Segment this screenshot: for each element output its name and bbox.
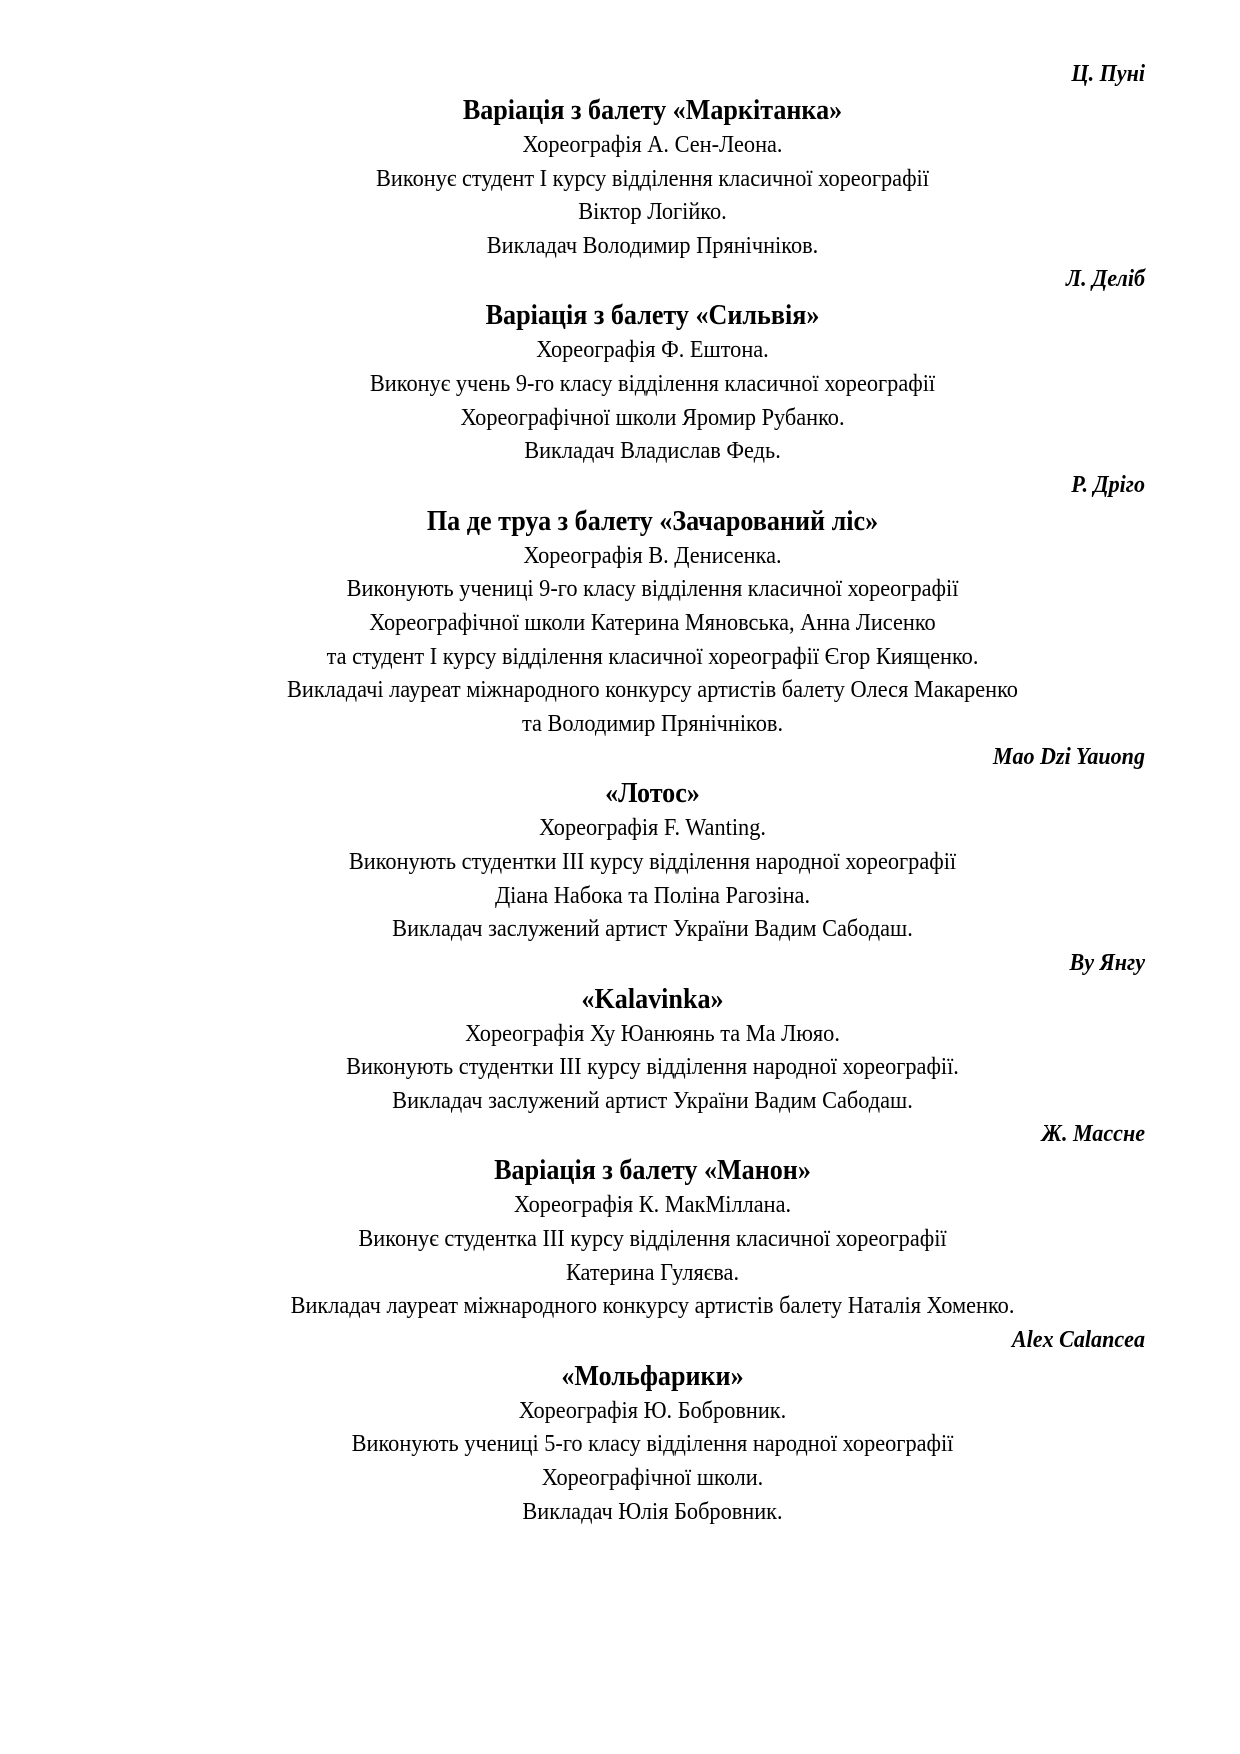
composer-name: Л. Деліб bbox=[1065, 266, 1145, 293]
piece-title: «Лотос» bbox=[605, 777, 700, 810]
performer-line: та студент І курсу відділення класичної хореографії Єгор Киященко. bbox=[326, 643, 979, 670]
choreography-line: Хореографія Ху Юанюянь та Ма Люяо. bbox=[465, 1020, 840, 1047]
performer-line: Виконує учень 9-го класу відділення класичної хореографії bbox=[369, 370, 936, 397]
program-item-manon bbox=[160, 1118, 1145, 1323]
composer-name: Ж. Массне bbox=[1041, 1121, 1145, 1148]
performer-line: Виконує студентка ІІІ курсу відділення класичної хореографії bbox=[358, 1226, 947, 1253]
performer-line: Хореографічної школи. bbox=[541, 1465, 764, 1492]
choreography-line: Хореографія F. Wanting. bbox=[539, 815, 766, 842]
teacher-line: та Володимир Прянічніков. bbox=[521, 710, 784, 737]
program-item-lotus bbox=[160, 741, 1145, 946]
piece-title: Па де труа з балету «Зачарований ліс» bbox=[426, 504, 879, 537]
performer-line: Виконують учениці 5-го класу відділення народної хореографії bbox=[351, 1431, 954, 1458]
piece-title: «Kalavinka» bbox=[581, 982, 724, 1015]
program-list bbox=[160, 58, 1145, 1529]
performer-line: Хореографічної школи Катерина Мяновська, Анна Лисенко bbox=[369, 609, 936, 636]
piece-title: Варіація з балету «Сильвія» bbox=[485, 299, 820, 332]
teacher-line: Викладач Владислав Федь. bbox=[524, 438, 781, 465]
choreography-line: Хореографія Ф. Ештона. bbox=[536, 337, 769, 364]
choreography-line: Хореографія Ю. Бобровник. bbox=[518, 1397, 787, 1424]
teacher-line: Викладач заслужений артист України Вадим Сабодаш. bbox=[392, 1087, 913, 1114]
performer-line: Виконують студентки ІІІ курсу відділення народної хореографії bbox=[348, 848, 957, 875]
teacher-line: Викладач заслужений артист України Вадим Сабодаш. bbox=[392, 916, 913, 943]
teacher-line: Викладач Володимир Прянічніков. bbox=[486, 232, 819, 259]
choreography-line: Хореографія А. Сен-Леона. bbox=[522, 132, 783, 158]
performer-line: Хореографічної школи Яромир Рубанко. bbox=[460, 404, 845, 431]
performer-line: Віктор Логійко. bbox=[578, 199, 727, 226]
composer-name: Ц. Пуні bbox=[1071, 61, 1145, 87]
program-item-marketanka bbox=[160, 58, 1145, 263]
composer-name: Mao Dzi Yauong bbox=[992, 744, 1145, 771]
program-item-kalavinka bbox=[160, 947, 1145, 1119]
choreography-line: Хореографія В. Денисенка. bbox=[523, 542, 782, 569]
program-item-enchanted-forest bbox=[160, 469, 1145, 742]
teacher-line: Викладачі лауреат міжнародного конкурсу артистів балету Олеся Макаренко bbox=[287, 677, 1018, 704]
composer-name: Alex Calancea bbox=[1011, 1326, 1145, 1353]
piece-title: Варіація з балету «Маркітанка» bbox=[462, 94, 843, 126]
program-item-sylvia bbox=[160, 263, 1145, 468]
choreography-line: Хореографія К. МакМіллана. bbox=[513, 1192, 792, 1219]
performer-line: Виконує студент І курсу відділення класичної хореографії bbox=[376, 165, 929, 192]
performer-line: Виконують учениці 9-го класу відділення класичної хореографії bbox=[346, 576, 959, 603]
performer-line: Катерина Гуляєва. bbox=[565, 1259, 740, 1286]
composer-name: Р. Дріго bbox=[1071, 471, 1145, 498]
teacher-line: Викладач Юлія Бобровник. bbox=[522, 1498, 783, 1525]
piece-title: «Мольфарики» bbox=[561, 1359, 744, 1392]
composer-name: Ву Янгу bbox=[1069, 949, 1145, 976]
program-item-molfaryky bbox=[160, 1324, 1145, 1529]
piece-title: Варіація з балету «Манон» bbox=[494, 1154, 811, 1187]
teacher-line: Викладач лауреат міжнародного конкурсу артистів балету Наталія Хоменко. bbox=[290, 1293, 1015, 1320]
performer-line: Виконують студентки ІІІ курсу відділення народної хореографії. bbox=[346, 1054, 959, 1081]
performer-line: Діана Набока та Поліна Рагозіна. bbox=[494, 882, 811, 909]
